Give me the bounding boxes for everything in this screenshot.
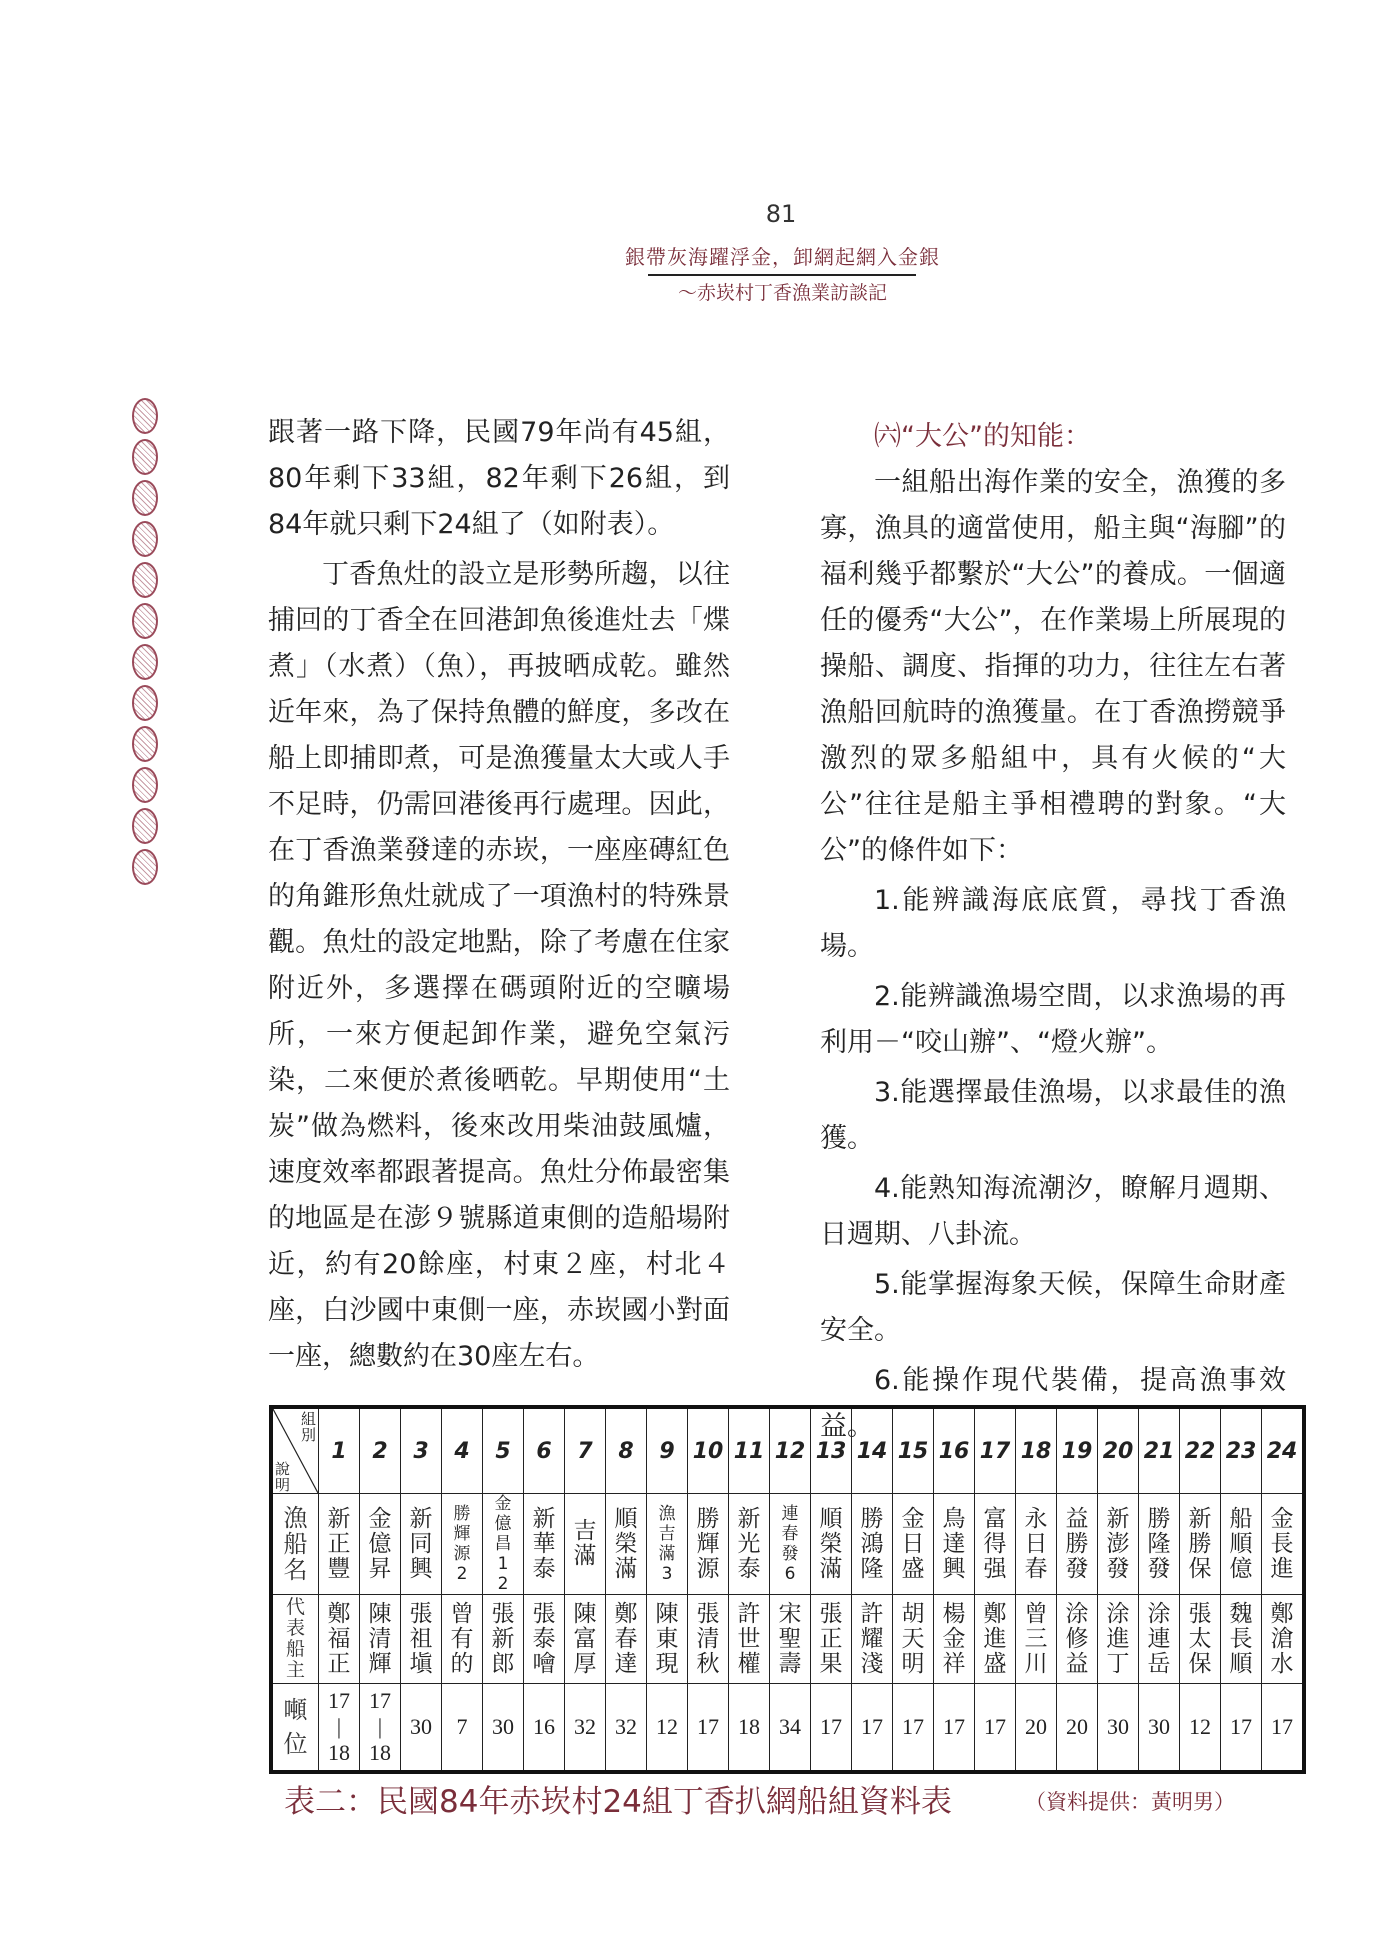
group-number: 12	[774, 1438, 806, 1464]
row-header: 噸位	[271, 1684, 319, 1773]
boat-name: 順榮滿	[819, 1505, 843, 1582]
tonnage: 17	[902, 1714, 924, 1739]
boat-name: 金長進	[1270, 1505, 1294, 1582]
tonnage: 30	[1148, 1714, 1170, 1739]
group-number-cell	[770, 1407, 811, 1494]
tonnage: 17	[861, 1714, 883, 1739]
owner-name: 張新郎	[491, 1600, 515, 1677]
group-number: 8	[618, 1438, 634, 1464]
boat-name-cell	[975, 1494, 1016, 1595]
group-number: 4	[454, 1438, 470, 1464]
tonnage-cell	[1057, 1684, 1098, 1773]
boat-name: 金億昌12	[494, 1494, 512, 1594]
boat-name-cell	[729, 1494, 770, 1595]
owner-name: 鄭滄水	[1270, 1600, 1294, 1677]
tonnage: 30	[410, 1714, 432, 1739]
boat-name-cell	[319, 1494, 360, 1595]
tonnage-cell	[606, 1684, 647, 1773]
owner-row	[271, 1595, 1304, 1684]
owner-name: 張太保	[1188, 1600, 1212, 1677]
seal-stamp-icon	[132, 439, 158, 475]
tonnage-cell	[1221, 1684, 1262, 1773]
group-number-cell	[1139, 1407, 1180, 1494]
owner-name-cell	[401, 1595, 442, 1684]
boat-group-table	[269, 1405, 1306, 1774]
group-number-row	[271, 1407, 1304, 1494]
tonnage-cell	[893, 1684, 934, 1773]
owner-name-cell	[1139, 1595, 1180, 1684]
tonnage-cell	[401, 1684, 442, 1773]
seal-stamp-icon	[132, 685, 158, 721]
boat-name: 勝輝源2	[453, 1504, 471, 1584]
tonnage: 7	[456, 1714, 468, 1739]
tonnage-cell	[729, 1684, 770, 1773]
owner-name-cell	[565, 1595, 606, 1684]
tonnage: 32	[574, 1714, 596, 1739]
tonnage: 12	[656, 1714, 678, 1739]
tonnage: 17	[1271, 1714, 1293, 1739]
tonnage-cell	[811, 1684, 852, 1773]
tonnage-cell	[442, 1684, 483, 1773]
seal-stamp-icon	[132, 849, 158, 885]
tonnage-cell	[524, 1684, 565, 1773]
seal-stamp-icon	[132, 726, 158, 762]
boat-name-cell	[1098, 1494, 1139, 1595]
owner-name-cell	[483, 1595, 524, 1684]
group-number: 2	[372, 1438, 388, 1464]
table-caption: 表二：民國84年赤崁村24組丁香扒網船組資料表	[284, 1784, 952, 1820]
group-number-cell	[1180, 1407, 1221, 1494]
boat-name: 勝隆發	[1147, 1505, 1171, 1582]
corner-header-cell	[271, 1407, 319, 1494]
group-number-cell	[729, 1407, 770, 1494]
owner-name: 涂連岳	[1147, 1600, 1171, 1677]
tonnage-cell	[1262, 1684, 1305, 1773]
list-item: 6.能操作現代裝備，提高漁事效益。	[820, 1365, 1286, 1442]
list-item: 2.能辨識漁場空間，以求漁場的再利用－“咬山辦”、“燈火辦”。	[820, 981, 1286, 1058]
group-number: 13	[815, 1438, 847, 1464]
boat-name: 永日春	[1024, 1505, 1048, 1582]
boat-name-cell	[1057, 1494, 1098, 1595]
owner-name-cell	[524, 1595, 565, 1684]
group-number: 9	[659, 1438, 675, 1464]
row-header: 漁船名	[271, 1494, 319, 1595]
tonnage: 18	[738, 1714, 760, 1739]
group-number: 16	[938, 1438, 970, 1464]
owner-name: 鄭福正	[327, 1600, 351, 1677]
group-number-cell	[565, 1407, 606, 1494]
running-header-subtitle: ～赤崁村丁香漁業訪談記	[677, 282, 887, 304]
tonnage: 20	[1066, 1714, 1088, 1739]
owner-name-cell	[1180, 1595, 1221, 1684]
table-source: （資料提供：黃明男）	[1025, 1790, 1235, 1814]
list-item: 4.能熟知海流潮汐，瞭解月週期、日週期、八卦流。	[820, 1173, 1286, 1250]
tonnage-cell	[1180, 1684, 1221, 1773]
tonnage-cell	[360, 1684, 401, 1773]
group-number-cell	[1057, 1407, 1098, 1494]
boat-name: 新勝保	[1188, 1505, 1212, 1582]
tonnage-cell	[647, 1684, 688, 1773]
paragraph: 一組船出海作業的安全，漁獲的多寡，漁具的適當使用，船主與“海腳”的福利幾乎都繫於“大公”的養成。一個適任的優秀“大公”，在作業場上所展現的操船、調度、指揮的功力，往往左右著漁船回航時的漁獲量。在丁香漁撈競爭激烈的眾多船組中，具有火候的“大公”往往是船主爭相禮聘的對象。“大公”的條件如下：	[820, 467, 1286, 866]
group-number-cell	[811, 1407, 852, 1494]
group-number: 24	[1266, 1438, 1298, 1464]
group-number: 18	[1020, 1438, 1052, 1464]
group-number-cell	[401, 1407, 442, 1494]
group-number: 6	[536, 1438, 552, 1464]
boat-name-cell	[1262, 1494, 1305, 1595]
tonnage: 17	[820, 1714, 842, 1739]
owner-name-cell	[360, 1595, 401, 1684]
boat-name-cell	[442, 1494, 483, 1595]
owner-name: 宋聖壽	[778, 1600, 802, 1677]
tonnage: 17	[1230, 1714, 1252, 1739]
group-number-cell	[360, 1407, 401, 1494]
owner-name-cell	[893, 1595, 934, 1684]
seal-stamp-icon	[132, 562, 158, 598]
owner-name: 楊金祥	[942, 1600, 966, 1677]
boat-name-cell	[1139, 1494, 1180, 1595]
tonnage: 20	[1025, 1714, 1047, 1739]
seal-stamp-icon	[132, 644, 158, 680]
tonnage: 32	[615, 1714, 637, 1739]
tonnage-cell	[975, 1684, 1016, 1773]
seal-border-decoration	[130, 398, 164, 890]
owner-name-cell	[852, 1595, 893, 1684]
group-number-cell	[483, 1407, 524, 1494]
owner-name: 陳東現	[655, 1600, 679, 1677]
group-number: 20	[1102, 1438, 1134, 1464]
owner-name: 魏長順	[1229, 1600, 1253, 1677]
group-number: 21	[1143, 1438, 1175, 1464]
owner-name-cell	[319, 1595, 360, 1684]
group-number-cell	[1221, 1407, 1262, 1494]
group-number-cell	[1098, 1407, 1139, 1494]
list-item: 5.能掌握海象天候，保障生命財產安全。	[820, 1269, 1286, 1346]
boat-name-cell	[852, 1494, 893, 1595]
seal-stamp-icon	[132, 808, 158, 844]
owner-name: 陳清輝	[368, 1600, 392, 1677]
boat-name-cell	[401, 1494, 442, 1595]
group-number-cell	[647, 1407, 688, 1494]
boat-name-cell	[565, 1494, 620, 1595]
boat-name: 漁吉滿3	[658, 1504, 676, 1584]
header-rule	[648, 274, 916, 276]
group-number-cell	[893, 1407, 934, 1494]
tonnage-cell	[565, 1684, 606, 1773]
owner-name: 張祖塡	[409, 1600, 433, 1677]
owner-name: 陳富厚	[573, 1600, 597, 1677]
owner-name: 鄭進盛	[983, 1600, 1007, 1677]
tonnage-cell	[319, 1684, 360, 1773]
tonnage: 17	[943, 1714, 965, 1739]
group-number: 3	[413, 1438, 429, 1464]
boat-name: 勝輝源	[696, 1505, 720, 1582]
seal-stamp-icon	[132, 521, 158, 557]
boat-name: 新正豐	[327, 1505, 351, 1582]
group-number: 14	[856, 1438, 888, 1464]
tonnage: 30	[1107, 1714, 1129, 1739]
group-number: 7	[577, 1438, 593, 1464]
boat-name: 新同興	[409, 1505, 433, 1582]
boat-name: 金日盛	[901, 1505, 925, 1582]
boat-name-row	[271, 1494, 1304, 1595]
owner-name: 張清秋	[696, 1600, 720, 1677]
list-item: 3.能選擇最佳漁場，以求最佳的漁獲。	[820, 1077, 1286, 1154]
owner-name: 張正果	[819, 1600, 843, 1677]
tonnage: 17 | 18	[369, 1688, 391, 1765]
group-number-cell	[319, 1407, 360, 1494]
corner-top-label: 組別	[301, 1410, 317, 1444]
group-number: 23	[1225, 1438, 1257, 1464]
group-number-cell	[1262, 1407, 1305, 1494]
section-heading: ㈥“大公”的知能：	[874, 421, 1091, 452]
tonnage: 16	[533, 1714, 555, 1739]
boat-name-cell	[688, 1494, 729, 1595]
group-number-cell	[442, 1407, 483, 1494]
paragraph: 跟著一路下降，民國79年尚有45組，80年剩下33組，82年剩下26組，到84年就只剩下24組了（如附表）。	[268, 417, 730, 540]
seal-stamp-icon	[132, 603, 158, 639]
boat-name: 富得强	[983, 1505, 1007, 1582]
boat-name: 新澎發	[1106, 1505, 1130, 1582]
owner-name-cell	[1098, 1595, 1139, 1684]
tonnage: 17	[984, 1714, 1006, 1739]
seal-stamp-icon	[132, 398, 158, 434]
group-number: 10	[692, 1438, 724, 1464]
boat-name: 連春發6	[781, 1504, 799, 1584]
group-number-cell	[688, 1407, 729, 1494]
right-column	[820, 414, 1286, 1450]
boat-name: 金億昇	[368, 1505, 392, 1582]
group-number-cell	[524, 1407, 565, 1494]
owner-name-cell	[1262, 1595, 1305, 1684]
group-number: 22	[1184, 1438, 1216, 1464]
boat-name: 船順億	[1229, 1505, 1253, 1582]
page-number: 81	[765, 200, 797, 228]
group-number-cell	[934, 1407, 975, 1494]
owner-name-cell	[729, 1595, 770, 1684]
tonnage: 17 | 18	[328, 1688, 350, 1765]
group-number: 15	[897, 1438, 929, 1464]
boat-name-cell	[524, 1494, 565, 1595]
boat-name-cell	[770, 1494, 811, 1595]
boat-name-cell	[893, 1494, 934, 1595]
owner-name: 許世權	[737, 1600, 761, 1677]
owner-name: 涂修益	[1065, 1600, 1089, 1677]
group-number: 5	[495, 1438, 511, 1464]
boat-name: 鳥達興	[942, 1505, 966, 1582]
list-item: 1.能辨識海底底質，尋找丁香漁場。	[820, 885, 1286, 962]
group-number-cell	[606, 1407, 647, 1494]
group-number-cell	[852, 1407, 893, 1494]
row-header: 代表船主	[271, 1595, 319, 1684]
owner-name: 許耀淺	[860, 1600, 884, 1677]
owner-name-cell	[975, 1595, 1016, 1684]
tonnage: 17	[697, 1714, 719, 1739]
corner-bottom-label: 說明	[275, 1460, 291, 1494]
group-number-cell	[1016, 1407, 1057, 1494]
running-header-title: 銀帶灰海躍浮金，卸網起網入金銀	[625, 245, 940, 269]
tonnage-cell	[483, 1684, 524, 1773]
tonnage: 30	[492, 1714, 514, 1739]
tonnage: 34	[779, 1714, 801, 1739]
owner-name-cell	[688, 1595, 729, 1684]
owner-name-cell	[1221, 1595, 1262, 1684]
owner-name-cell	[606, 1595, 647, 1684]
boat-name: 順榮滿	[614, 1505, 638, 1582]
boat-name: 益勝發	[1065, 1505, 1089, 1582]
paragraph: 丁香魚灶的設立是形勢所趨，以往捕回的丁香全在回港卸魚後進灶去「煠煮」（水煮）（魚），再披晒成乾。雖然近年來，為了保持魚體的鮮度，多改在船上即捕即煮，可是漁獲量太大或人手不足時，仍需回港後再行處理。因此，在丁香漁業發達的赤崁，一座座磚紅色的角錐形魚灶就成了一項漁村的特殊景觀。魚灶的設定地點，除了考慮在住家附近外，多選擇在碼頭附近的空曠場所，一來方便起卸作業，避免空氣污染，二來便於煮後晒乾。早期使用“土炭”做為燃料，後來改用柴油鼓風爐，速度效率都跟著提高。魚灶分佈最密集的地區是在澎９號縣道東側的造船場附近，約有20餘座，村東２座，村北４座，白沙國中東側一座，赤崁國小對面一座，總數約在30座左右。	[268, 559, 730, 1372]
owner-name: 胡天明	[901, 1600, 925, 1677]
boat-name-cell	[1180, 1494, 1221, 1595]
tonnage-cell	[1098, 1684, 1139, 1773]
boat-name-cell	[934, 1494, 975, 1595]
tonnage: 12	[1189, 1714, 1211, 1739]
owner-name: 鄭春達	[614, 1600, 638, 1677]
tonnage-cell	[688, 1684, 729, 1773]
owner-name: 張泰噲	[532, 1600, 556, 1677]
boat-name: 新光泰	[737, 1505, 761, 1582]
boat-name: 勝鴻隆	[860, 1505, 884, 1582]
owner-name: 涂進丁	[1106, 1600, 1130, 1677]
boat-name-cell	[1221, 1494, 1262, 1595]
owner-name-cell	[770, 1595, 811, 1684]
boat-name-cell	[483, 1494, 524, 1595]
group-number-cell	[975, 1407, 1016, 1494]
owner-name-cell	[647, 1595, 688, 1684]
left-column	[268, 410, 730, 1380]
owner-name-cell	[811, 1595, 852, 1684]
boat-name: 新華泰	[532, 1505, 556, 1582]
owner-name-cell	[442, 1595, 483, 1684]
tonnage-cell	[770, 1684, 811, 1773]
seal-stamp-icon	[132, 767, 158, 803]
boat-name: 吉 滿	[573, 1518, 620, 1569]
boat-name-cell	[811, 1494, 852, 1595]
tonnage-cell	[1139, 1684, 1180, 1773]
boat-name-cell	[1016, 1494, 1057, 1595]
owner-name: 曾三川	[1024, 1600, 1048, 1677]
tonnage-cell	[1016, 1684, 1057, 1773]
tonnage-row	[271, 1684, 1304, 1773]
tonnage-cell	[852, 1684, 893, 1773]
owner-name-cell	[934, 1595, 975, 1684]
group-number: 19	[1061, 1438, 1093, 1464]
boat-name-cell	[360, 1494, 401, 1595]
boat-name-cell	[606, 1494, 647, 1595]
owner-name-cell	[1016, 1595, 1057, 1684]
seal-stamp-icon	[132, 480, 158, 516]
tonnage-cell	[934, 1684, 975, 1773]
group-number: 1	[331, 1438, 347, 1464]
owner-name-cell	[1057, 1595, 1098, 1684]
group-number: 11	[733, 1438, 765, 1464]
boat-name-cell	[647, 1494, 688, 1595]
group-number: 17	[979, 1438, 1011, 1464]
owner-name: 曾有的	[450, 1600, 474, 1677]
